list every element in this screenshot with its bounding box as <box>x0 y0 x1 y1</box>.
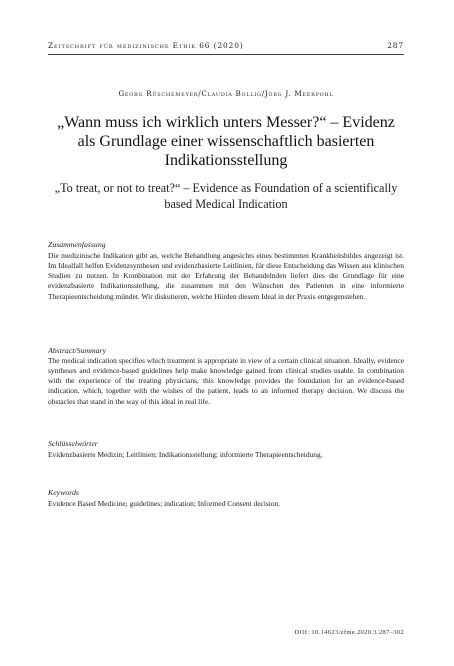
author-line: Georg Rüschemeyer/Claudia Bollig/Jörg J. Meerpohl <box>118 89 334 98</box>
journal-name: Zeitschrift für medizinische Ethik 66 (2020) <box>48 41 244 50</box>
keywords-label: Keywords <box>48 488 79 497</box>
page-number: 287 <box>387 41 404 50</box>
schluesselwoerter-text: Evidenzbasierte Medizin; Leitlinien; Indikationsstellung; informierte Therapieentscheidung. <box>48 450 323 459</box>
abstract-text: The medical indication specifies which treatment is appropriate in view of a certain clinical situation. Ideally, evidence syntheses and evidence-based guidelines help make knowledge gained from clinical studies usable. In combination with the experience of the treating physicians, this knowledge provides the foundation for an evidence-based indication, which, together with the wishes of the patient, leads to an informed therapy decision. We discuss the obstacles that stand in the way of this ideal in real life. <box>48 356 404 406</box>
article-title-german: „Wann muss ich wirklich unters Messer?“ – Evidenz als Grundlage einer wissenschaftlich basierten Indikationsstellung <box>57 114 395 169</box>
doi-footer: DOI: 10.14623/zfme.2020.3.287–302 <box>294 629 404 636</box>
abstract-label: Abstract/Summary <box>48 346 107 355</box>
running-header <box>48 41 404 55</box>
header-rule <box>48 54 404 55</box>
article-title-english: „To treat, or not to treat?“ – Evidence as Foundation of a scientifically based Medical Indication <box>54 181 398 211</box>
keywords-text: Evidence Based Medicine; guidelines; indication; Informed Consent decision. <box>48 499 281 508</box>
zusammenfassung-label: Zusammenfassung <box>48 240 106 249</box>
schluesselwoerter-label: Schlüsselwörter <box>48 439 98 448</box>
zusammenfassung-text: Die medizinische Indikation gibt an, welche Behandlung angesichts eines bestimmten Krankheitsbildes angezeigt ist. Im Idealfall helfen Evidenzsynthesen und evidenzbasierte Leitlinien, für diese Entscheidung das Wissen aus klinischen Studien zu nutzen. In Kombination mit der Erfahrung der Behandelnden liefert dies die Grundlage für eine evidenzbasierte Indikationsstellung, die zusammen mit den Wünschen des Patienten in eine informierte Therapieentscheidung mündet. Wir diskutieren, welche Hürden diesem Ideal in der Praxis entgegenstehen. <box>48 251 404 301</box>
